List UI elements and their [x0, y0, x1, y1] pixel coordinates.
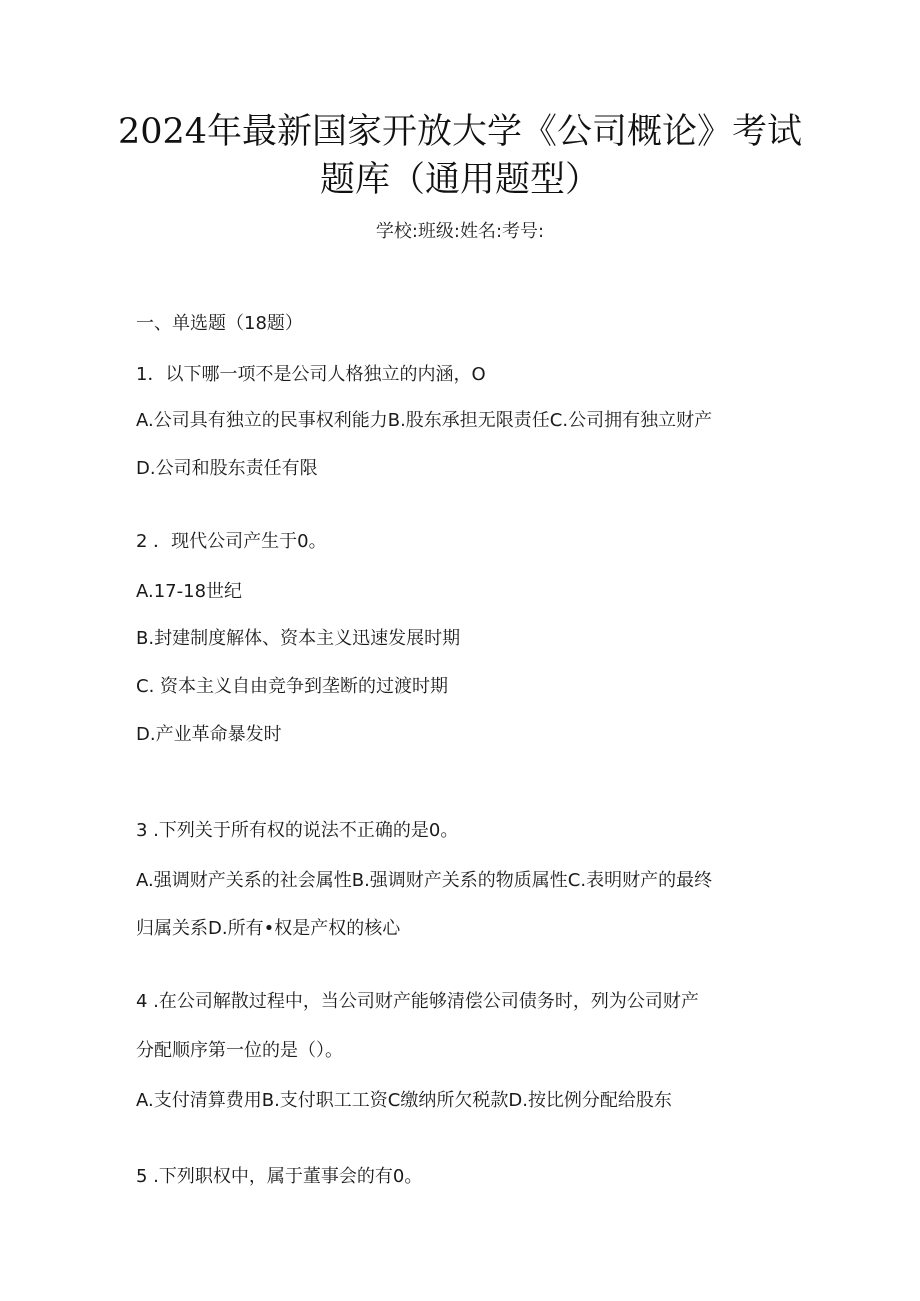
question-3-options: 归属关系D.所有•权是产权的核心 — [136, 918, 401, 939]
question-4-options: A.支付清算费用B.支付职工工资C缴纳所欠税款D.按比例分配给股东 — [136, 1090, 672, 1111]
question-4-stem: 4 .在公司解散过程中，当公司财产能够清偿公司债务时，列为公司财产 — [136, 991, 699, 1012]
question-2-option-c: C. 资本主义自由竞争到垄断的过渡时期 — [136, 676, 449, 697]
question-2-option-b: B.封建制度解体、资本主义迅速发展时期 — [136, 628, 461, 649]
question-2-option-a: A.17-18世纪 — [136, 581, 243, 602]
question-3-options: A.强调财产关系的社会属性B.强调财产关系的物质属性C.表明财产的最终 — [136, 870, 713, 891]
question-2-option-d: D.产业革命暴发时 — [136, 724, 282, 745]
document-title-line-2: 题库（通用题型） — [319, 160, 600, 200]
student-info-line: 学校:班级:姓名:考号: — [375, 221, 545, 242]
question-1-options: D.公司和股东责任有限 — [136, 458, 318, 479]
question-5-stem: 5 .下列职权中，属于董事会的有0。 — [136, 1166, 423, 1187]
question-4-stem: 分配顺序第一位的是（）。 — [136, 1040, 343, 1061]
question-1-options: A.公司具有独立的民事权利能力B.股东承担无限责任C.公司拥有独立财产 — [136, 410, 713, 431]
question-1-stem: 1．以下哪一项不是公司人格独立的内涵，O — [136, 364, 486, 385]
document-title-line-1: 2024年最新国家开放大学《公司概论》考试 — [117, 112, 803, 152]
question-3-stem: 3 .下列关于所有权的说法不正确的是0。 — [136, 820, 459, 841]
section-heading: 一、单选题（18题） — [136, 313, 303, 334]
question-2-stem: 2 ．现代公司产生于0。 — [136, 531, 327, 552]
